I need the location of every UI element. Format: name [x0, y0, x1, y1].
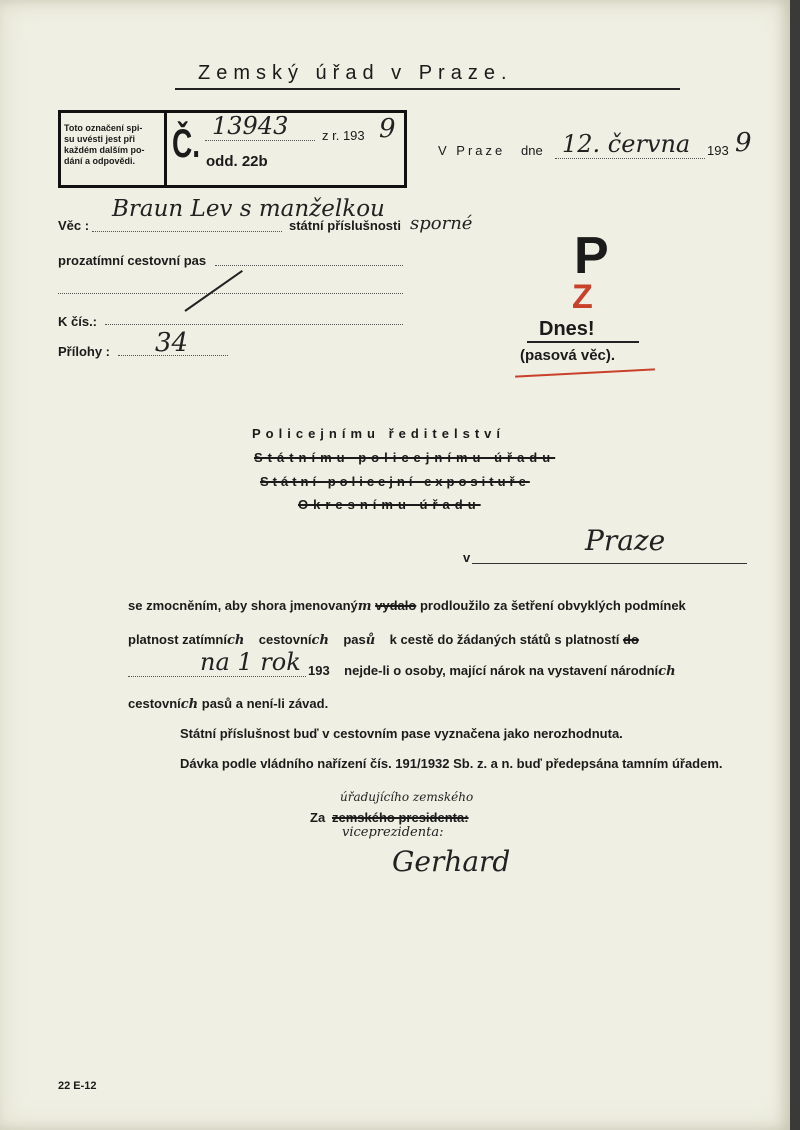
body-text: prodloužilo za šetření obvyklých podmínek	[419, 598, 686, 613]
stamp-letter-p: P	[574, 227, 609, 285]
body-paragraph-6: Dávka podle vládního nařízení čís. 191/1932 Sb. z. a n. buď předepsána tamním úřadem.	[180, 756, 723, 771]
date-line	[555, 158, 705, 159]
recipient-line-4: Okresnímu úřadu	[298, 497, 481, 512]
reference-note-line: každém dalším po-	[64, 145, 145, 155]
department: odd. 22b	[206, 153, 268, 170]
body-text: cestovní	[258, 632, 312, 647]
reference-number-line	[205, 140, 315, 141]
date-year-print: 193	[707, 143, 729, 158]
form-code: 22 E-12	[58, 1080, 97, 1092]
prilohy-label: Přílohy :	[58, 344, 111, 359]
recipient-v-value: Praze	[585, 524, 666, 557]
reference-note-line: su uvésti jest při	[64, 134, 136, 144]
body-validity-hand: na 1 rok	[200, 648, 301, 676]
recipient-line-1: Policejnímu ředitelství	[252, 426, 505, 441]
date-handwritten: 12. června	[562, 130, 691, 158]
k-cis-line	[105, 324, 403, 325]
body-paragraph-4	[128, 696, 328, 712]
reference-year-prefix: z r. 193	[322, 128, 365, 143]
stamp-dnes-rule	[527, 341, 639, 343]
body-hand: m	[357, 599, 372, 614]
body-validity-line	[128, 676, 306, 677]
body-text: 193	[308, 663, 330, 678]
body-text: platnost zatímní	[128, 632, 227, 647]
signature-za: Za	[310, 810, 326, 825]
reference-box-divider	[164, 113, 167, 185]
body-struck: do	[623, 632, 639, 647]
recipient-v-label: v	[463, 550, 471, 565]
stamp-red-underline	[515, 368, 655, 377]
body-text: k cestě do žádaných států s platností	[389, 632, 620, 647]
reference-note-line: dání a odpovědi.	[64, 156, 136, 166]
k-cis-label: K čís.:	[58, 314, 98, 329]
signature-hand-below: viceprezidenta:	[342, 825, 444, 840]
k-cis-stroke	[184, 270, 242, 312]
body-paragraph-5: Státní příslušnost buď v cestovním pase vyznačena jako nerozhodnuta.	[180, 726, 623, 741]
vec-line	[92, 231, 282, 232]
passport-line-1	[215, 265, 403, 266]
recipient-line-2: Státnímu policejnímu úřadu	[254, 450, 556, 465]
body-text: pasů a	[201, 696, 243, 711]
body-hand: ch	[180, 697, 199, 712]
body-text: pas	[343, 632, 366, 647]
title-rule	[175, 88, 680, 90]
body-hand: ch	[226, 633, 245, 648]
reference-note	[64, 123, 160, 167]
body-hand: ů	[365, 633, 376, 648]
stamp-red-mark: Z	[572, 278, 593, 316]
prilohy-value: 34	[155, 328, 189, 358]
signature-hand-above: úřadujícího zemského	[340, 790, 474, 804]
body-struck: vydalo	[375, 598, 417, 613]
c-symbol: Č.	[172, 122, 200, 166]
stamp-pasova: (pasová věc).	[520, 347, 616, 364]
prilohy-line	[118, 355, 228, 356]
body-hand: ch	[658, 664, 676, 679]
vec-label: Věc :	[58, 218, 90, 233]
body-paragraph-2	[128, 632, 639, 648]
vec-value: Braun Lev s manželkou	[112, 196, 385, 222]
date-year-hand: 9	[735, 128, 752, 158]
body-paragraph-3	[308, 663, 676, 679]
signature: Gerhard	[392, 845, 511, 878]
stamp-dnes: Dnes!	[539, 318, 595, 340]
body-text: není-li závad.	[246, 696, 329, 711]
recipient-line-3: Státní policejní exposituře	[260, 474, 530, 489]
reference-note-line: Toto označení spi-	[64, 123, 143, 133]
body-hand: ch	[311, 633, 329, 648]
office-title: Zemský úřad v Praze.	[198, 62, 513, 84]
signature-struck: zemského presidenta:	[332, 810, 469, 825]
citizenship-value: sporné	[410, 213, 473, 234]
body-text: se zmocněním, aby shora jmenovaný	[128, 598, 358, 613]
passport-label: prozatímní cestovní pas	[58, 253, 207, 268]
place-dne: dne	[521, 143, 543, 158]
place-prefix: V Praze	[438, 143, 506, 158]
body-text: nejde-li o osoby, mající nárok na vystavení národní	[344, 663, 659, 678]
recipient-v-line	[472, 563, 747, 564]
passport-line-2	[58, 293, 403, 294]
body-text: cestovní	[128, 696, 181, 711]
reference-year-digit: 9	[379, 114, 396, 144]
reference-number: 13943	[212, 112, 289, 140]
body-paragraph-1	[128, 598, 686, 614]
citizenship-label: státní příslušnosti	[289, 218, 401, 233]
